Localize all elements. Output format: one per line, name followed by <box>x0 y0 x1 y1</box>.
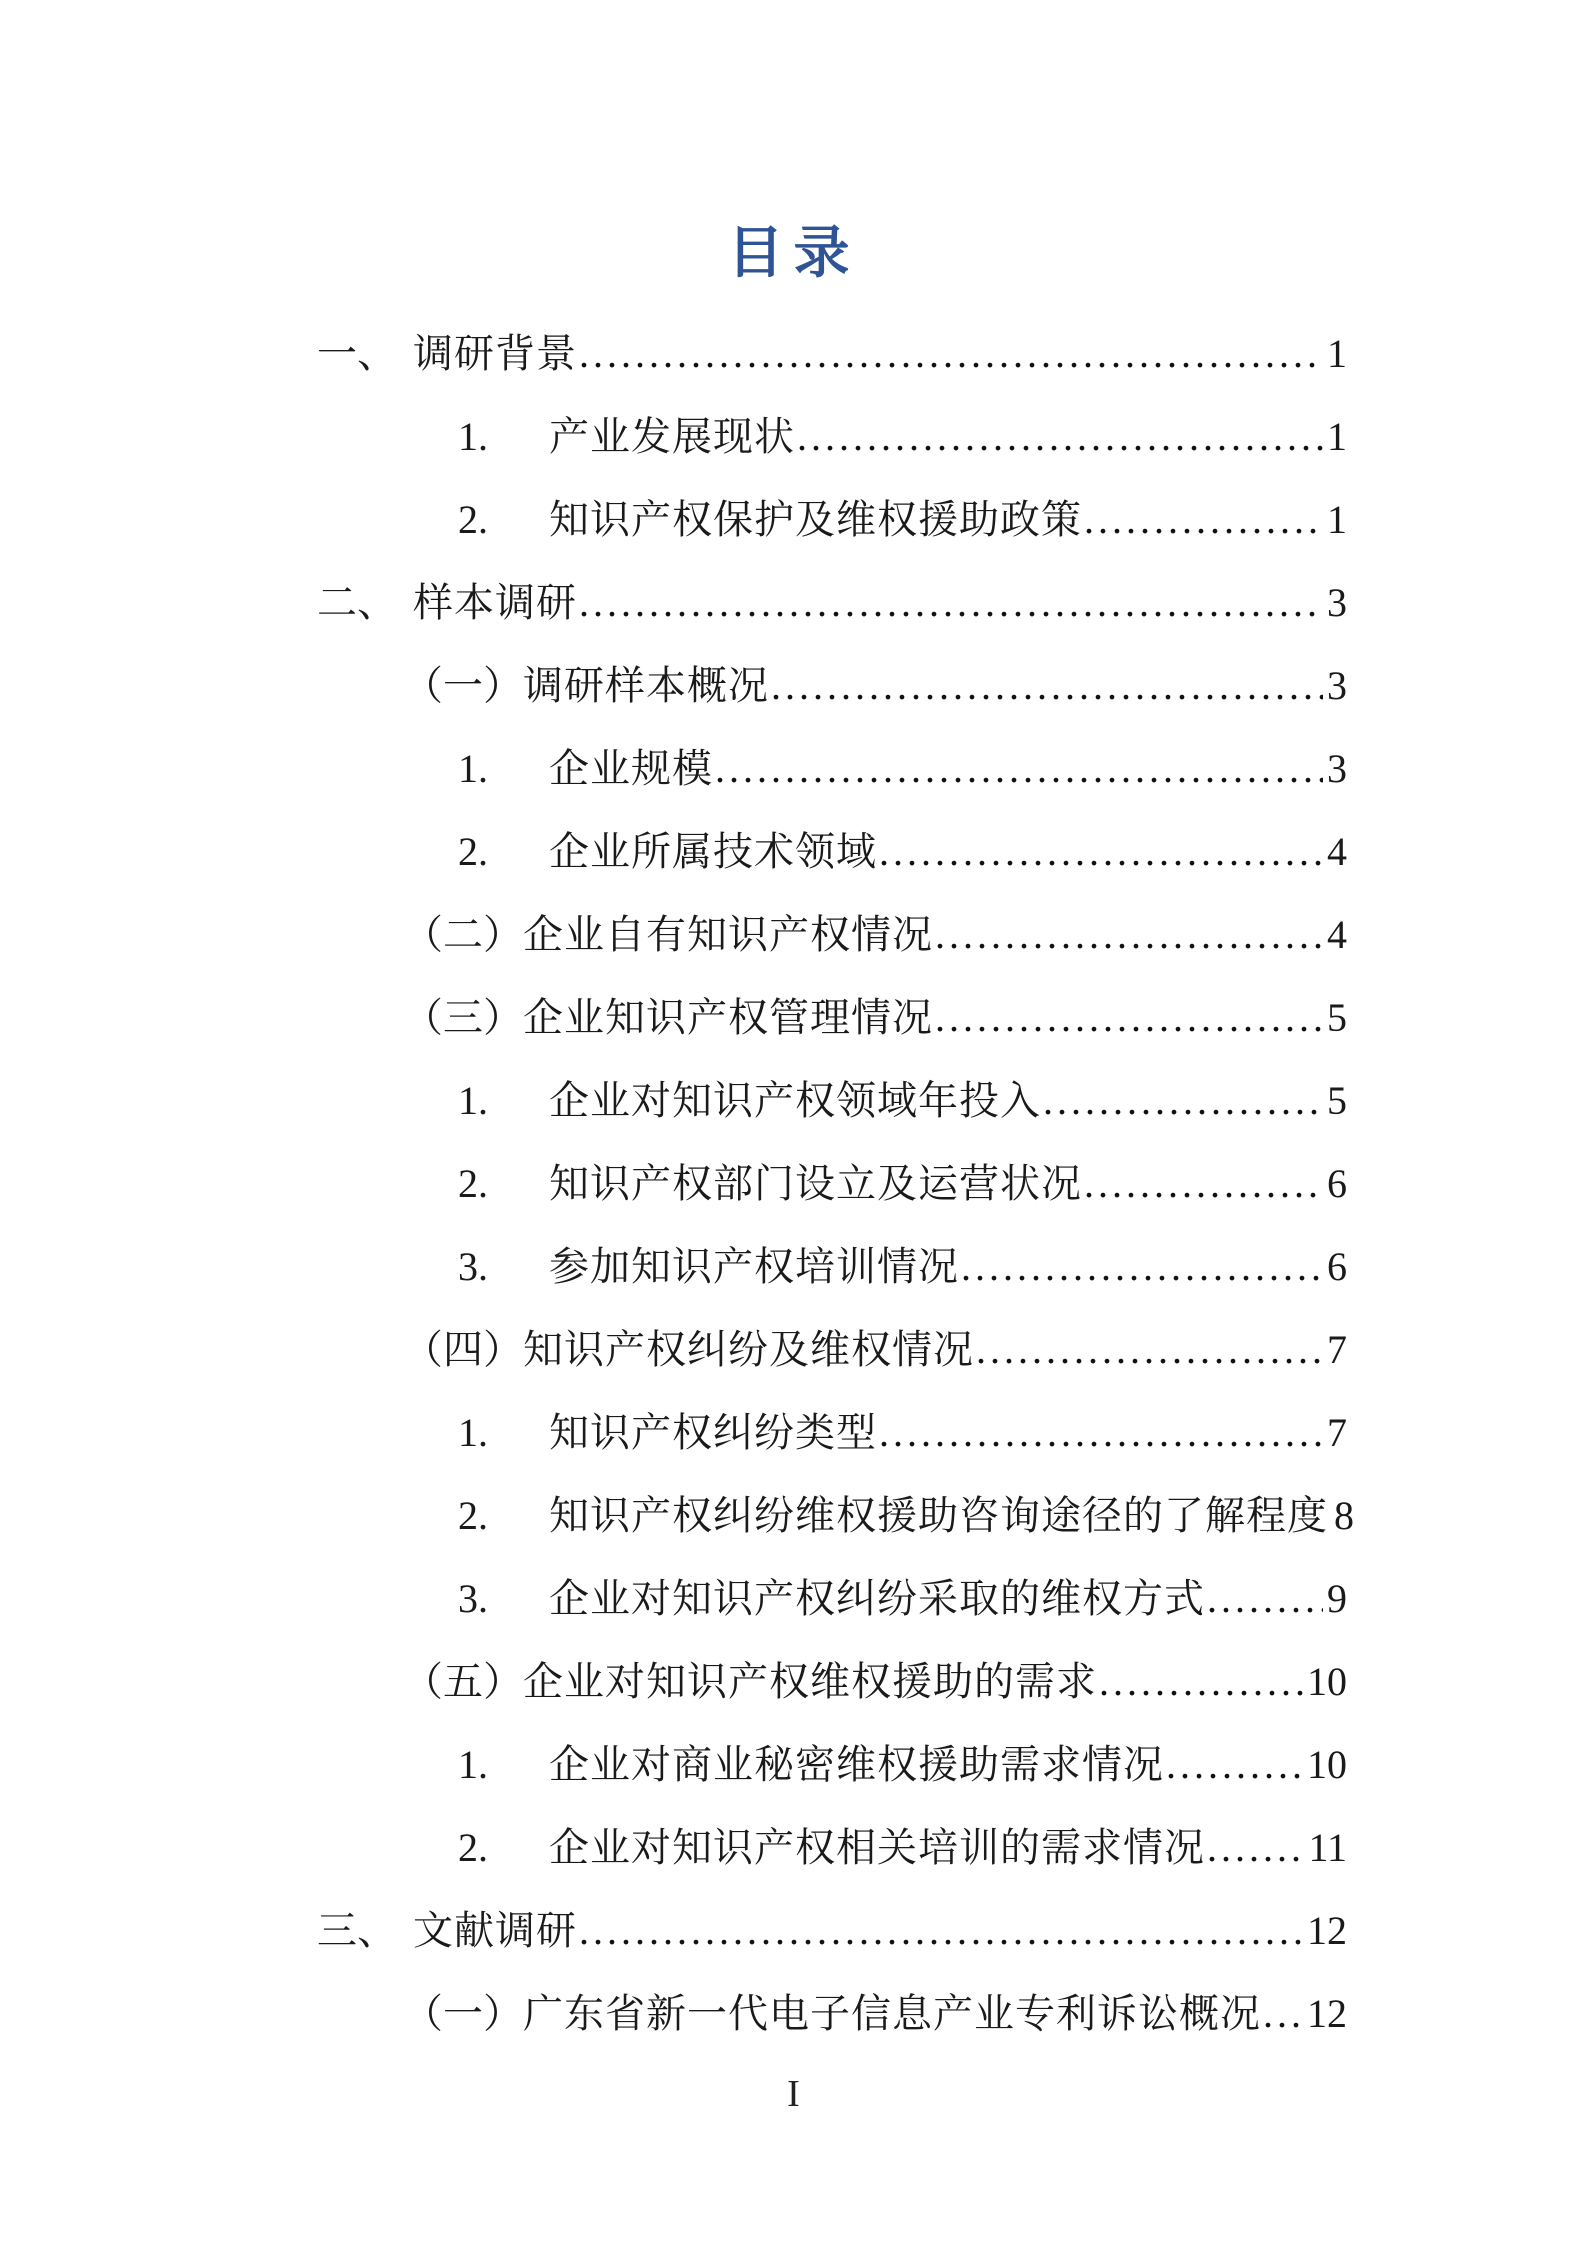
toc-entry-page: 12 <box>1307 1908 1347 1953</box>
toc-leader-dots <box>1263 1972 1303 2055</box>
toc-entry[interactable] <box>317 1889 1347 1972</box>
toc-entry-page: 10 <box>1307 1742 1347 1787</box>
toc-entry[interactable] <box>317 478 1347 561</box>
toc-entry-page: 1 <box>1327 497 1347 542</box>
toc-entry[interactable] <box>317 644 1347 727</box>
toc-leader-dots <box>1084 478 1323 561</box>
toc-entry-label: 企业自有知识产权情况 <box>523 912 933 957</box>
page-title: 目录 <box>727 223 860 285</box>
toc-entry-label: 知识产权纠纷及维权情况 <box>523 1327 974 1372</box>
toc-entry-label: 企业对知识产权领域年投入 <box>549 1078 1041 1123</box>
toc-entry-number: 2. <box>458 829 488 874</box>
toc-leader-dots <box>1084 1142 1323 1225</box>
toc-leader-dots <box>961 1225 1323 1308</box>
toc-entry-number: 3. <box>458 1244 488 1289</box>
toc-entry[interactable] <box>317 1723 1347 1806</box>
toc-entry[interactable] <box>317 1640 1347 1723</box>
toc-entry[interactable] <box>317 1557 1347 1640</box>
toc-entry-label: 参加知识产权培训情况 <box>549 1244 959 1289</box>
toc-entry[interactable] <box>317 1225 1347 1308</box>
toc-entry-page: 5 <box>1327 1078 1347 1123</box>
toc-entry-number: 1. <box>458 1742 488 1787</box>
toc-entry-label: 文献调研 <box>413 1908 577 1953</box>
toc-entry-label: 企业知识产权管理情况 <box>523 995 933 1040</box>
toc-entry-number: 1. <box>458 746 488 791</box>
toc-entry-label: 知识产权纠纷类型 <box>549 1410 877 1455</box>
toc-entry-label: 调研样本概况 <box>523 663 769 708</box>
toc-entry-number: （一） <box>403 1991 523 2036</box>
toc-entry-page: 7 <box>1327 1410 1347 1455</box>
toc-entry-number: 2. <box>458 497 488 542</box>
toc-leader-dots <box>1166 1723 1303 1806</box>
toc-entry[interactable] <box>317 561 1347 644</box>
toc-entry-number: （一） <box>403 663 523 708</box>
toc-entry-page: 8 <box>1334 1493 1354 1538</box>
toc-entry-page: 11 <box>1308 1825 1347 1870</box>
toc-entry-page: 3 <box>1327 580 1347 625</box>
toc-leader-dots <box>579 1889 1303 1972</box>
toc-entry-page: 4 <box>1327 912 1347 957</box>
toc-leader-dots <box>935 976 1323 1059</box>
toc-entry-number: 2. <box>458 1493 488 1538</box>
toc-leader-dots <box>579 561 1323 644</box>
toc-entry-page: 9 <box>1327 1576 1347 1621</box>
toc-entry-page: 12 <box>1307 1991 1347 2036</box>
toc-leader-dots <box>797 395 1323 478</box>
toc-leader-dots <box>771 644 1323 727</box>
toc-entry[interactable] <box>317 1806 1347 1889</box>
toc-entry-page: 6 <box>1327 1244 1347 1289</box>
toc-entry-label: 调研背景 <box>413 331 577 376</box>
toc-entry-number: 二、 <box>317 580 397 625</box>
toc-entry-page: 3 <box>1327 746 1347 791</box>
toc-entry-number: 一、 <box>317 331 397 376</box>
toc-entry[interactable] <box>317 976 1347 1059</box>
toc-entry-number: 3. <box>458 1576 488 1621</box>
toc-entry-number: （三） <box>403 995 523 1040</box>
toc-entry[interactable] <box>317 893 1347 976</box>
toc-entry[interactable] <box>317 1142 1347 1225</box>
toc-leader-dots <box>1207 1806 1304 1889</box>
toc-entry[interactable] <box>317 312 1347 395</box>
toc-leader-dots <box>879 1391 1323 1474</box>
toc-entry-label: 企业规模 <box>549 746 713 791</box>
toc-entry[interactable] <box>317 810 1347 893</box>
toc-entry-label: 企业对知识产权相关培训的需求情况 <box>549 1825 1205 1870</box>
toc-leader-dots <box>935 893 1323 976</box>
toc-entry-page: 3 <box>1327 663 1347 708</box>
toc-entry-number: 1. <box>458 1078 488 1123</box>
toc-entry-page: 6 <box>1327 1161 1347 1206</box>
toc-entry-number: （四） <box>403 1327 523 1372</box>
toc-entry-label: 产业发展现状 <box>549 414 795 459</box>
toc-entry[interactable] <box>317 395 1347 478</box>
toc-leader-dots <box>1207 1557 1323 1640</box>
toc-entry-page: 5 <box>1327 995 1347 1040</box>
toc-leader-dots <box>976 1308 1323 1391</box>
toc-leader-dots <box>579 312 1323 395</box>
toc-entry-number: 2. <box>458 1825 488 1870</box>
toc-entry-page: 1 <box>1327 414 1347 459</box>
table-of-contents <box>317 312 1354 2055</box>
toc-entry-page: 7 <box>1327 1327 1347 1372</box>
toc-entry[interactable] <box>317 727 1347 810</box>
toc-entry-number: （二） <box>403 912 523 957</box>
toc-entry-label: 知识产权保护及维权援助政策 <box>549 497 1082 542</box>
footer-page-number: I <box>787 2073 800 2115</box>
toc-entry-label: 广东省新一代电子信息产业专利诉讼概况 <box>523 1991 1261 2036</box>
toc-entry-label: 知识产权纠纷维权援助咨询途径的了解程度 <box>549 1493 1328 1538</box>
toc-leader-dots <box>1043 1059 1323 1142</box>
toc-entry-number: 2. <box>458 1161 488 1206</box>
toc-entry-label: 企业对商业秘密维权援助需求情况 <box>549 1742 1164 1787</box>
toc-entry-label: 企业对知识产权纠纷采取的维权方式 <box>549 1576 1205 1621</box>
toc-entry[interactable] <box>317 1972 1347 2055</box>
toc-entry-number: 1. <box>458 1410 488 1455</box>
toc-entry[interactable] <box>317 1059 1347 1142</box>
toc-leader-dots <box>715 727 1323 810</box>
toc-entry[interactable] <box>317 1308 1347 1391</box>
toc-entry-number: 三、 <box>317 1908 397 1953</box>
toc-entry[interactable] <box>317 1391 1347 1474</box>
toc-entry-label: 知识产权部门设立及运营状况 <box>549 1161 1082 1206</box>
toc-entry-page: 4 <box>1327 829 1347 874</box>
toc-entry-label: 企业所属技术领域 <box>549 829 877 874</box>
toc-entry-number: 1. <box>458 414 488 459</box>
toc-leader-dots <box>1099 1640 1303 1723</box>
toc-entry-label: 样本调研 <box>413 580 577 625</box>
toc-entry[interactable] <box>317 1474 1354 1557</box>
toc-leader-dots <box>879 810 1323 893</box>
toc-entry-page: 10 <box>1307 1659 1347 1704</box>
toc-entry-label: 企业对知识产权维权援助的需求 <box>523 1659 1097 1704</box>
toc-entry-number: （五） <box>403 1659 523 1704</box>
toc-entry-page: 1 <box>1327 331 1347 376</box>
